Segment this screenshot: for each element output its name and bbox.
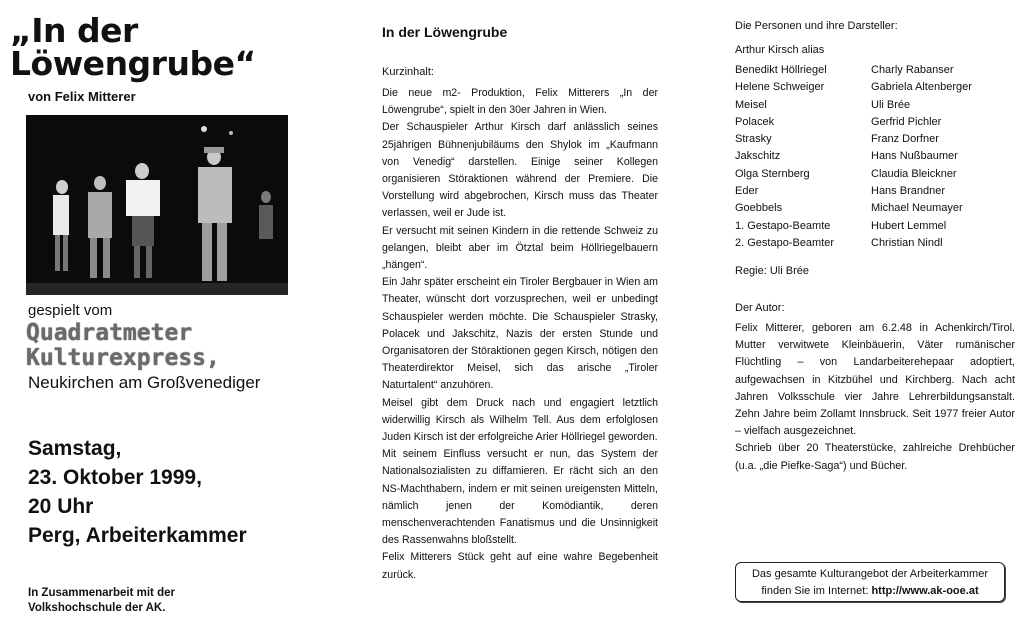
cast-row — [735, 62, 972, 79]
synopsis-paragraph: Meisel gibt dem Druck nach und engagiert letztlich widerwillig Kirsch als Wilhelm Tell. Aus dem erfolglosen Juden Kirsch ist der erfolgreiche Arier Höllriegel geworden. — [382, 396, 658, 444]
cast-actor: Hubert Lemmel — [871, 219, 947, 232]
cast-row — [735, 166, 972, 183]
author-bio-paragraph: Felix Mitterer, geboren am 6.2.48 in Achenkirch/Tirol. Mutter verwitwete Kleinbäuerin, Väter rumänischer Flüchtling – von Landarbeiterehepaar adoptiert, aufgewachsen in Kitzbühel und Kirchberg. Nach acht Jahren Volksschule vier Jahre Lehrerbildungsanstalt. Zehn Jahre beim Zollamt Innsbruck. Seit 1977 freier Autor – vielfach ausgezeichnet. — [735, 322, 1015, 438]
cast-actor: Charly Rabanser — [871, 64, 954, 76]
author-heading: Der Autor: — [735, 302, 785, 314]
synopsis-paragraph: Ein Jahr später erscheint ein Tiroler Bergbauer in Wien am Theater, wünscht dort vorzusprechen, weil er unbedingt Schauspieler werden möchte. Die Schauspieler Strasky, Polacek und Jakschitz, Nazis der ersten Stunde und Organisatoren der Störaktionen gegen Kirsch, nötigen den Theaterdirektor Meisel, sich das arische „Tiroler Naturtalent“ anzuhören. — [382, 276, 658, 392]
cast-row — [735, 218, 972, 235]
synopsis-paragraph: Felix Mitterers Stück geht auf eine wahre Begebenheit zurück. — [382, 551, 658, 581]
play-title — [10, 11, 256, 83]
play-title-line1: „In der — [10, 11, 138, 50]
cast-row — [735, 183, 972, 200]
cast-role: 2. Gestapo-Beamter — [735, 236, 835, 249]
website-url[interactable]: http://www.ak-ooe.at — [871, 585, 979, 597]
cooperation-note — [28, 586, 175, 616]
cast-actor: Hans Nußbaumer — [871, 150, 958, 163]
synopsis-paragraph: Die neue m2- Produktion, Felix Mitterers „In der Löwengrube“, spielt in den 30er Jahren in Wien. — [382, 87, 658, 117]
cast-heading: Die Personen und ihre Darsteller: — [735, 20, 898, 32]
cast-role: Polacek — [735, 115, 775, 128]
event-date-line1: Samstag, — [28, 437, 122, 460]
website-box-line2 — [736, 583, 1004, 600]
director-credit: Regie: Uli Brée — [735, 265, 809, 277]
cast-actor: Michael Neumayer — [871, 202, 963, 215]
cast-row — [735, 148, 972, 165]
event-date — [28, 434, 247, 550]
play-author: von Felix Mitterer — [28, 89, 136, 104]
website-box-line1: Das gesamte Kulturangebot der Arbeiterkammer — [751, 568, 988, 580]
cast-table-body — [735, 62, 972, 252]
cast-actor: Hans Brandner — [871, 185, 945, 198]
author-bio — [735, 320, 1015, 475]
stage-photo-image — [26, 115, 288, 295]
website-box-prefix: finden Sie im Internet: — [761, 585, 869, 597]
cast-role: Olga Sternberg — [735, 167, 810, 180]
cast-role: Eder — [735, 185, 759, 198]
cast-role: 1. Gestapo-Beamte — [735, 219, 831, 232]
theatre-group — [26, 321, 220, 371]
cast-table — [735, 62, 972, 252]
cast-actor: Gerfrid Pichler — [871, 115, 942, 128]
cast-row — [735, 235, 972, 252]
cast-alias-line: Arthur Kirsch alias — [735, 44, 825, 56]
synopsis-paragraph: Mit seinem Einfluss versucht er nun, das System der Nationalsozialisten zu diffamieren. Er rächt sich an den NS-Machthabern, indem er mit seinen ureigensten Mitteln, nämlich jenen der Komödiantik, deren menschenverachtenden Fanatismus und die Unsinnigkeit des Rassenwahns bloßstellt. — [382, 448, 658, 547]
cast-row — [735, 131, 972, 148]
cast-row — [735, 200, 972, 217]
website-box — [735, 562, 1005, 602]
synopsis-label: Kurzinhalt: — [382, 66, 434, 78]
cast-actor: Gabriela Altenberger — [871, 81, 972, 94]
synopsis-text — [382, 85, 658, 584]
event-date-line4: Perg, Arbeiterkammer — [28, 524, 247, 547]
cast-row — [735, 114, 972, 131]
played-by-label: gespielt vom — [28, 302, 113, 319]
cast-role: Strasky — [735, 133, 772, 146]
cooperation-line1: In Zusammenarbeit mit der — [28, 587, 175, 599]
cast-role: Benedikt Höllriegel — [735, 64, 827, 76]
group-place: Neukirchen am Großvenediger — [28, 373, 261, 392]
cast-actor: Uli Brée — [871, 98, 911, 111]
event-date-line3: 20 Uhr — [28, 495, 94, 518]
cast-actor: Christian Nindl — [871, 236, 943, 249]
cast-role: Helene Schweiger — [735, 81, 825, 94]
cast-role: Jakschitz — [735, 150, 781, 163]
event-date-line2: 23. Oktober 1999, — [28, 466, 202, 489]
theatre-group-line2: Kulturexpress, — [26, 345, 220, 371]
cast-row — [735, 79, 972, 96]
cast-actor: Claudia Bleickner — [871, 167, 957, 180]
cast-role: Goebbels — [735, 202, 783, 215]
cooperation-line2: Volkshochschule der AK. — [28, 602, 166, 614]
theatre-group-line1: Quadratmeter — [26, 320, 193, 346]
author-bio-paragraph: Schrieb über 20 Theaterstücke, zahlreiche Drehbücher (u.a. „die Piefke-Saga“) und Bücher. — [735, 442, 1015, 472]
synopsis-paragraph: Der Schauspieler Arthur Kirsch darf anlässlich seines 25jährigen Bühnenjubiläums den Shylok im „Kaufmann von Venedig“ darstellen. Einige seiner Kollegen organisieren Störaktionen während der Premiere. Die Vorstellung wird abgebrochen, Kirsch muss das Theater verlassen, weil er Jude ist. — [382, 121, 658, 220]
cast-row — [735, 97, 972, 114]
cast-actor: Franz Dorfner — [871, 133, 939, 146]
stage-photo — [26, 115, 288, 295]
play-title-line2: Löwengrube“ — [10, 44, 256, 83]
cast-role: Meisel — [735, 98, 767, 111]
synopsis-paragraph: Er versucht mit seinen Kindern in die rettende Schweiz zu gelangen, bleibt aber im Ötztal beim Höllriegelbauern „hängen“. — [382, 224, 658, 272]
synopsis-heading: In der Löwengrube — [382, 24, 508, 40]
left-column — [0, 0, 330, 634]
